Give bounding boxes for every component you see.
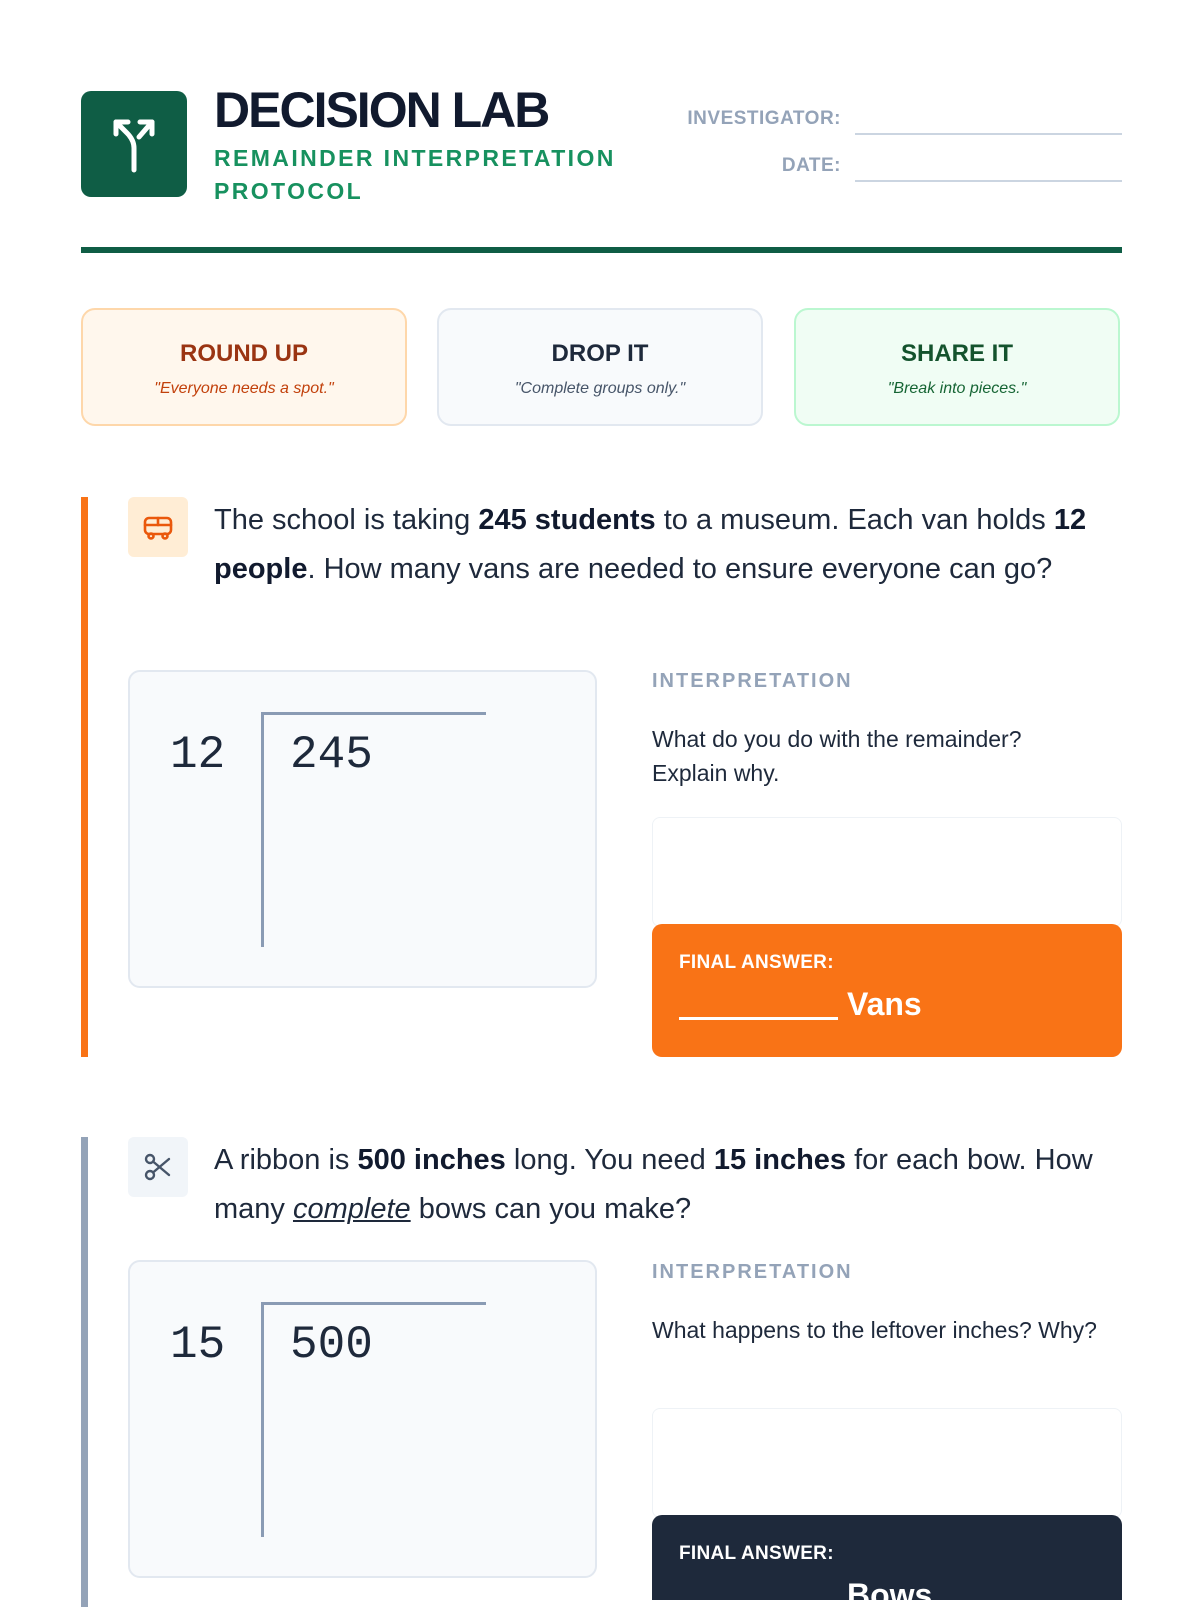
final-answer-unit: Bows: [847, 1577, 933, 1613]
split-arrows-icon: [103, 113, 165, 175]
bus-icon: [141, 510, 175, 544]
final-answer-label: FINAL ANSWER:: [679, 952, 834, 973]
legend-card-round-up: [81, 308, 407, 426]
page-title: DECISION LAB: [214, 82, 549, 138]
long-division-workspace[interactable]: [128, 1260, 597, 1578]
legend-quote: "Break into pieces.": [887, 380, 1027, 397]
legend-card-drop-it: [437, 308, 763, 426]
interpretation-prompt: What happens to the leftover inches? Why?: [652, 1317, 1097, 1343]
interpretation-answer-area[interactable]: [652, 817, 1122, 927]
division-bracket: [261, 1302, 264, 1537]
investigator-label: INVESTIGATOR:: [687, 108, 841, 129]
logo: [81, 91, 187, 197]
legend-title: DROP IT: [551, 340, 649, 367]
legend-quote: "Complete groups only.": [514, 380, 686, 397]
interpretation-answer-area[interactable]: [652, 1408, 1122, 1518]
interpretation-label: INTERPRETATION: [652, 670, 853, 692]
date-label: DATE:: [781, 155, 841, 176]
division-bracket-top: [261, 1302, 486, 1305]
problem-icon-badge: [128, 497, 188, 557]
problem-text: The school is taking 245 students to a museum. Each van holds 12 people. How many vans are needed to ensure everyone can go?: [214, 504, 1087, 585]
interpretation-prompt: What do you do with the remainder? Explain why.: [652, 726, 1022, 786]
divisor: 12: [170, 729, 226, 781]
final-answer-label: FINAL ANSWER:: [679, 1543, 834, 1564]
problem-accent-bar: [81, 497, 88, 1057]
problem-icon-badge: [128, 1137, 188, 1197]
scissors-icon: [141, 1150, 175, 1184]
final-answer-unit: Vans: [847, 986, 922, 1022]
investigator-field[interactable]: [855, 133, 1122, 135]
problem-text: A ribbon is 500 inches long. You need 15 inches for each bow. How many complete bows can you make?: [214, 1144, 1093, 1225]
problem-accent-bar: [81, 1137, 88, 1607]
interpretation-label: INTERPRETATION: [652, 1261, 853, 1283]
header-divider: [81, 247, 1122, 253]
date-field[interactable]: [855, 180, 1122, 182]
final-answer-box: [652, 1515, 1122, 1613]
dividend: 500: [290, 1319, 373, 1371]
legend-title: ROUND UP: [179, 340, 308, 367]
legend-title: SHARE IT: [900, 340, 1013, 367]
division-bracket: [261, 712, 264, 947]
long-division-workspace[interactable]: [128, 670, 597, 988]
divisor: 15: [170, 1319, 226, 1371]
final-answer-box: [652, 924, 1122, 1057]
final-answer-blank[interactable]: [679, 1017, 838, 1020]
dividend: 245: [290, 729, 373, 781]
legend-card-share-it: [794, 308, 1120, 426]
page-subtitle: REMAINDER INTERPRETATION PROTOCOL: [214, 145, 616, 204]
legend-quote: "Everyone needs a spot.": [154, 380, 334, 397]
division-bracket-top: [261, 712, 486, 715]
